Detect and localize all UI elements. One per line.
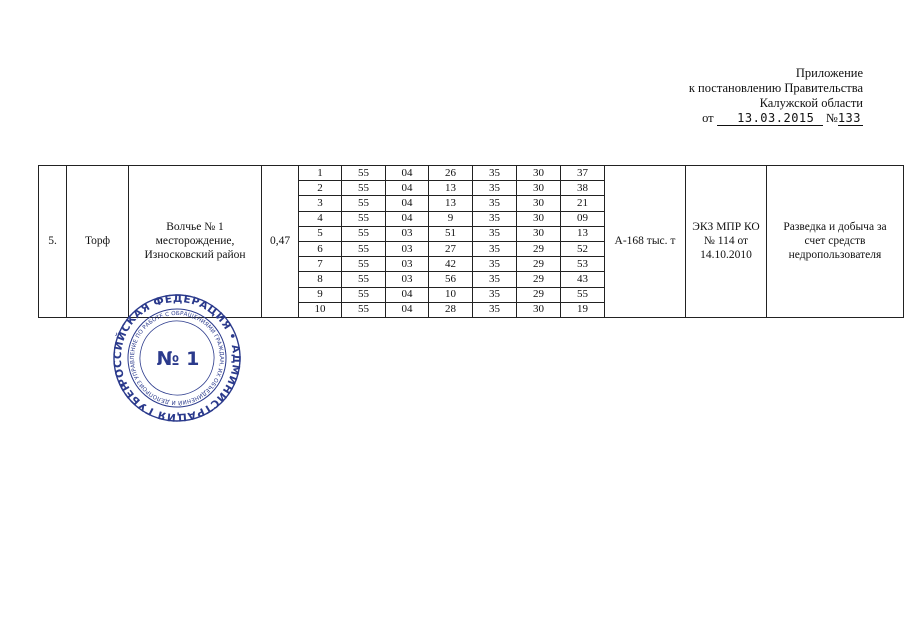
- area-cell: 0,47: [262, 166, 299, 318]
- coord-cell: 8: [299, 272, 342, 287]
- coord-cell: 09: [561, 211, 605, 226]
- coord-cell: 29: [517, 272, 561, 287]
- coord-cell: 35: [473, 226, 517, 241]
- coord-cell: 04: [386, 287, 429, 302]
- coord-cell: 55: [342, 181, 386, 196]
- coord-cell: 35: [473, 181, 517, 196]
- coord-cell: 35: [473, 166, 517, 181]
- mineral-cell: Торф: [67, 166, 129, 318]
- coord-cell: 55: [342, 302, 386, 317]
- resolution-number: 133: [837, 111, 861, 125]
- coord-cell: 37: [561, 166, 605, 181]
- stamp-number: № 1: [156, 348, 200, 370]
- coord-cell: 55: [342, 272, 386, 287]
- coord-cell: 30: [517, 211, 561, 226]
- coord-cell: 13: [561, 226, 605, 241]
- coord-cell: 55: [342, 257, 386, 272]
- coord-cell: 43: [561, 272, 605, 287]
- balance-cell: ЭКЗ МПР КО № 114 от 14.10.2010: [686, 166, 767, 318]
- coord-cell: 55: [342, 241, 386, 256]
- coord-cell: 42: [429, 257, 473, 272]
- appendix-date-line: [689, 111, 863, 126]
- coord-cell: 13: [429, 181, 473, 196]
- coord-cell: 2: [299, 181, 342, 196]
- coord-cell: 04: [386, 211, 429, 226]
- coord-cell: 35: [473, 196, 517, 211]
- coord-cell: 35: [473, 287, 517, 302]
- coord-cell: 30: [517, 226, 561, 241]
- coord-cell: 7: [299, 257, 342, 272]
- reserves-cell: А-168 тыс. т: [605, 166, 686, 318]
- resolution-date: 13.03.2015: [717, 112, 823, 126]
- coord-cell: 29: [517, 257, 561, 272]
- coord-cell: 03: [386, 226, 429, 241]
- coord-cell: 21: [561, 196, 605, 211]
- coord-cell: 03: [386, 257, 429, 272]
- coord-cell: 3: [299, 196, 342, 211]
- purpose-cell: Разведка и добыча за счет средств недропользователя: [767, 166, 904, 318]
- coord-cell: 30: [517, 302, 561, 317]
- coord-cell: 55: [342, 226, 386, 241]
- coord-cell: 03: [386, 241, 429, 256]
- coord-cell: 29: [517, 287, 561, 302]
- stamp-outer-text: РОССИЙСКАЯ ФЕДЕРАЦИЯ • АДМИНИСТРАЦИЯ ГУБЕРНАТОРА: [112, 293, 242, 423]
- coord-cell: 29: [517, 241, 561, 256]
- coord-cell: 9: [299, 287, 342, 302]
- appendix-region: Калужской области: [759, 96, 863, 110]
- coord-cell: 55: [342, 211, 386, 226]
- coord-cell: 5: [299, 226, 342, 241]
- coord-cell: 04: [386, 166, 429, 181]
- coord-cell: 35: [473, 272, 517, 287]
- coord-cell: 30: [517, 181, 561, 196]
- coord-cell: 4: [299, 211, 342, 226]
- coord-cell: 53: [561, 257, 605, 272]
- coord-cell: 04: [386, 181, 429, 196]
- coord-cell: 35: [473, 241, 517, 256]
- coord-cell: 04: [386, 196, 429, 211]
- coord-cell: 38: [561, 181, 605, 196]
- coord-cell: 03: [386, 272, 429, 287]
- coord-cell: 30: [517, 196, 561, 211]
- coord-cell: 28: [429, 302, 473, 317]
- coord-cell: 55: [561, 287, 605, 302]
- from-label: от: [702, 111, 714, 125]
- coord-cell: 26: [429, 166, 473, 181]
- stamp-inner-text: УПРАВЛЕНИЕ ПО РАБОТЕ С ОБРАЩЕНИЯМИ ГРАЖДАН, ИХ ОБЪЕДИНЕНИЙ И ДЕЛОПРОИЗВОДСТВУ: [129, 310, 225, 406]
- appendix-header: [689, 66, 863, 126]
- coord-cell: 1: [299, 166, 342, 181]
- coord-cell: 56: [429, 272, 473, 287]
- coord-cell: 10: [429, 287, 473, 302]
- coord-cell: 6: [299, 241, 342, 256]
- coord-cell: 19: [561, 302, 605, 317]
- coord-cell: 51: [429, 226, 473, 241]
- coord-cell: 52: [561, 241, 605, 256]
- number-sign: №: [825, 111, 838, 125]
- deposit-cell: Волчье № 1 месторождение, Износковский район: [129, 166, 262, 318]
- coord-cell: 13: [429, 196, 473, 211]
- coord-cell: 27: [429, 241, 473, 256]
- coord-cell: 10: [299, 302, 342, 317]
- row-index: 5.: [39, 166, 67, 318]
- coord-cell: 9: [429, 211, 473, 226]
- appendix-resolution: к постановлению Правительства: [688, 81, 863, 95]
- official-stamp: [112, 293, 242, 423]
- coord-cell: 55: [342, 166, 386, 181]
- coord-cell: 55: [342, 196, 386, 211]
- coord-cell: 35: [473, 211, 517, 226]
- coord-cell: 35: [473, 302, 517, 317]
- coord-cell: 35: [473, 257, 517, 272]
- table-row: [39, 166, 904, 181]
- coord-cell: 04: [386, 302, 429, 317]
- appendix-title: Приложение: [795, 66, 863, 80]
- coord-cell: 55: [342, 287, 386, 302]
- coord-cell: 30: [517, 166, 561, 181]
